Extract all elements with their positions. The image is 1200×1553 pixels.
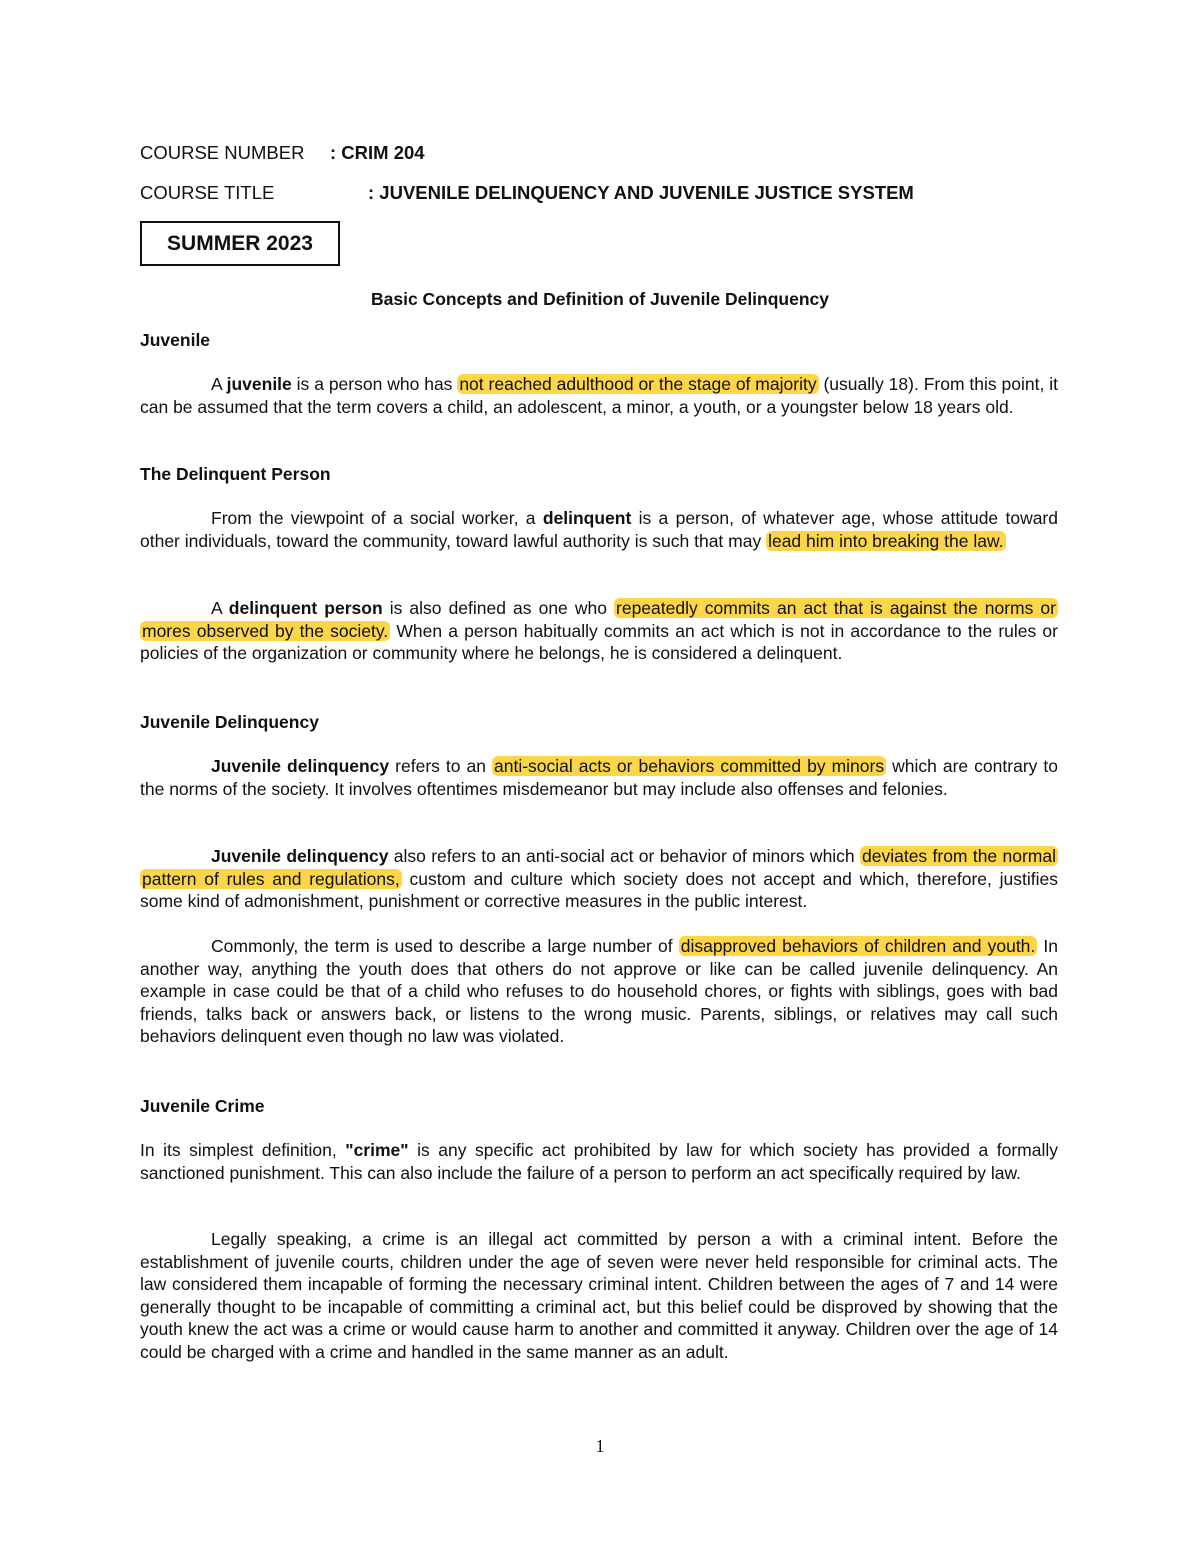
text-run: is any specific act prohibited by law for which society has provided a formally sanctioned punishment. This can also include the failure of a person to perform an act specifically required by law. bbox=[140, 1140, 1059, 1183]
heading-juvenile: Juvenile bbox=[140, 330, 211, 350]
course-number-label: COURSE NUMBER bbox=[140, 142, 305, 163]
heading-juvenile-delinquency: Juvenile Delinquency bbox=[140, 712, 319, 732]
heading-juvenile-crime: Juvenile Crime bbox=[140, 1096, 265, 1116]
text-run: custom and culture which society does not accept and which, therefore, justifies some kind of admonishment, punishment or corrective measures in the public interest. bbox=[140, 868, 1058, 912]
document-title: Basic Concepts and Definition of Juvenile Delinquency bbox=[371, 289, 829, 309]
highlighted-text: disapproved behaviors of children and youth. bbox=[680, 936, 1036, 956]
course-number-value: : CRIM 204 bbox=[330, 142, 425, 163]
text-run: In another way, anything the youth does that others do not approve or like can be called juvenile delinquency. An example in case could be that of a child who refuses to do household chores, or fights with siblings, goes with bad friends, talks back or answers back, or listens to the wrong music. Parents, siblings, or relatives may call such behaviors delinquent even though no law was violated. bbox=[140, 936, 1058, 1047]
text-run: refers to an bbox=[389, 756, 492, 776]
bold-term: Juvenile delinquency bbox=[211, 846, 389, 866]
bold-term: delinquent bbox=[542, 508, 632, 528]
season-badge: SUMMER 2023 bbox=[140, 221, 340, 266]
text-run: is also defined as one who bbox=[382, 598, 615, 618]
text-run: which are contrary to the norms of the society. It involves oftentimes misdemeanor but may include also offenses and felonies. bbox=[140, 756, 1059, 799]
text-run: is a person who has bbox=[291, 374, 458, 394]
text-run: In its simplest definition, bbox=[140, 1140, 346, 1160]
text-run: From the viewpoint of a social worker, a bbox=[211, 508, 543, 528]
text-run: A bbox=[211, 374, 227, 394]
course-number-row bbox=[140, 141, 425, 165]
bold-term: "crime" bbox=[345, 1140, 409, 1160]
course-title-value: : JUVENILE DELINQUENCY AND JUVENILE JUSTICE SYSTEM bbox=[368, 182, 914, 203]
highlighted-text: anti-social acts or behaviors committed by minors bbox=[494, 756, 885, 776]
paragraph-juvenile-definition bbox=[140, 373, 1058, 418]
paragraph-juvenile-delinquency-3 bbox=[140, 935, 1058, 1048]
page-number: 1 bbox=[595, 1436, 605, 1456]
text-run: Legally speaking, a crime is an illegal act committed by person a with a criminal intent. Before the establishment of juvenile courts, children under the age of seven were never held responsible for criminal acts. The law considered them incapable of forming the necessary criminal intent. Children between the ages of 7 and 14 were generally thought to be incapable of committing a criminal act, but this belief could be disproved by showing that the youth knew the act was a crime or would cause harm to another and committed it anyway. Children over the age of 14 could be charged with a crime and handled in the same manner as an adult. bbox=[140, 1229, 1058, 1362]
bold-term: Juvenile delinquency bbox=[211, 756, 390, 776]
text-run: When a person habitually commits an act which is not in accordance to the rules or policies of the organization or community where he belongs, he is considered a delinquent. bbox=[140, 620, 1058, 664]
text-run: Commonly, the term is used to describe a large number of bbox=[211, 936, 679, 956]
paragraph-delinquent-social-worker bbox=[140, 507, 1058, 552]
highlighted-text: not reached adulthood or the stage of majority bbox=[459, 374, 817, 394]
bold-term: juvenile bbox=[226, 374, 292, 394]
paragraph-crime-legal bbox=[140, 1228, 1058, 1364]
course-title-row bbox=[140, 181, 914, 205]
course-title-label: COURSE TITLE bbox=[140, 182, 275, 203]
paragraph-crime-definition bbox=[140, 1139, 1058, 1184]
paragraph-juvenile-delinquency-2 bbox=[140, 845, 1058, 913]
paragraph-delinquent-person-definition bbox=[140, 597, 1058, 665]
highlighted-text: repeatedly commits an act that is against the norms or mores observed by the society. bbox=[142, 598, 1056, 641]
paragraph-juvenile-delinquency-1 bbox=[140, 755, 1058, 800]
text-run: also refers to an anti-social act or behavior of minors which bbox=[388, 846, 860, 866]
heading-delinquent-person: The Delinquent Person bbox=[140, 464, 331, 484]
bold-term: delinquent person bbox=[228, 598, 383, 618]
text-run: (usually 18). From this point, it can be assumed that the term covers a child, an adolescent, a minor, a youth, or a youngster below 18 years old. bbox=[140, 374, 1059, 417]
text-run: is a person, of whatever age, whose attitude toward other individuals, toward the community, toward lawful authority is such that may bbox=[140, 508, 1058, 551]
highlighted-text: deviates from the normal pattern of rules and regulations, bbox=[142, 846, 1056, 889]
text-run: A bbox=[211, 598, 229, 618]
highlighted-text: lead him into breaking the law. bbox=[768, 530, 1004, 551]
